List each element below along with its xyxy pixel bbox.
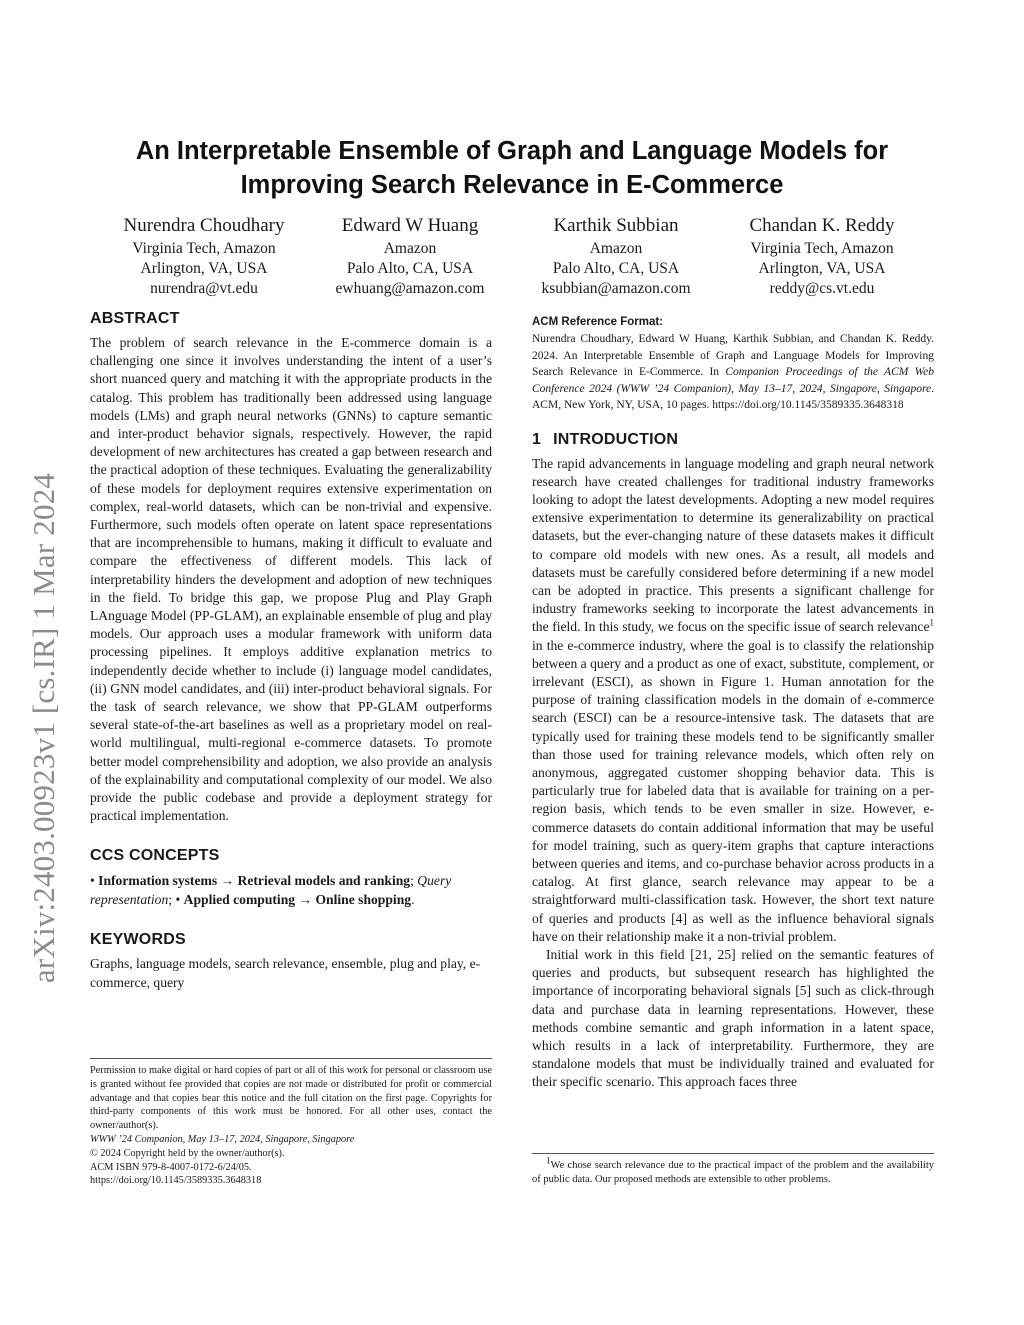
author-3: [506, 213, 726, 299]
author-email[interactable]: reddy@cs.vt.edu: [769, 280, 875, 297]
ccs-separator: ;: [410, 873, 414, 889]
ccs-concepts: [90, 871, 492, 909]
ccs-bullet: •: [175, 892, 181, 908]
acm-ref-venue: Companion Proceedings of the ACM Web Conference 2024 (WWW ’24 Companion), May 13–17, 2024, Singapore, Singapore: [532, 366, 934, 395]
ccs-concept-1c: Query representation: [90, 873, 452, 908]
ccs-concept-2b: Online shopping: [315, 892, 412, 908]
author-name: Chandan K. Reddy: [749, 215, 895, 236]
ccs-bullet: •: [90, 873, 95, 889]
keywords-text: Graphs, language models, search relevance, ensemble, plug and play, e-commerce, query: [90, 956, 481, 990]
intro-paragraph-2: Initial work in this field [21, 25] relied on the semantic features of queries and products, but subsequent research has highlighted the importance of incorporating behavioral signals [5] such as click-through data and purchase data in learning representations. However, these methods combine semantic and graph information in a latent space, which results in a lack of interpretability. Furthermore, they are standalone models that must be individually trained and evaluated for their specific scenario. This approach faces three: [532, 946, 934, 1090]
author-1: [94, 213, 314, 299]
ccs-concept-1b: Retrieval models and ranking: [237, 873, 411, 889]
right-column: [532, 316, 934, 1092]
acm-ref-part1: Nurendra Choudhary, Edward W Huang, Karthik Subbian, and Chandan K. Reddy. 2024. An Interpretable Ensemble of Graph and Language Models for Improving Search Relevance in E-Commerce. In: [532, 333, 934, 378]
ccs-concept-2: Applied computing: [183, 892, 296, 908]
arxiv-stamp-text: arXiv:2403.00923v1 [cs.IR] 1 Mar 2024: [26, 472, 61, 984]
ccs-concept-1: Information systems: [98, 873, 218, 889]
author-name: Karthik Subbian: [553, 215, 679, 236]
intro-title: INTRODUCTION: [553, 430, 679, 448]
author-email[interactable]: ewhuang@amazon.com: [335, 280, 485, 297]
author-affiliation: Virginia Tech, Amazon: [132, 240, 276, 257]
ccs-arrow: →: [298, 892, 313, 908]
ccs-arrow: →: [220, 873, 235, 889]
left-column: [90, 310, 492, 992]
author-affiliation: Amazon: [383, 240, 437, 257]
ccs-end: .: [411, 892, 415, 908]
acm-ref-text: [532, 331, 934, 414]
author-name: Nurendra Choudhary: [123, 215, 285, 236]
copyright-line: © 2024 Copyright held by the owner/author(s).: [90, 1147, 285, 1159]
author-email[interactable]: ksubbian@amazon.com: [541, 280, 691, 297]
intro-heading: [532, 431, 934, 449]
ccs-separator: ;: [168, 892, 173, 908]
footnote: [532, 1153, 934, 1187]
isbn-line: ACM ISBN 979-8-4007-0172-6/24/05.: [90, 1161, 252, 1173]
footnote-text: We chose search relevance due to the practical impact of the problem and the availability of public data. Our proposed methods are extensible to other problems.: [532, 1160, 934, 1185]
acm-ref-heading: ACM Reference Format:: [532, 316, 663, 328]
venue-line: WWW ’24 Companion, May 13–17, 2024, Singapore, Singapore: [90, 1133, 355, 1145]
author-location: Arlington, VA, USA: [140, 260, 268, 277]
keywords-heading: KEYWORDS: [90, 931, 186, 949]
intro-p1-part-b: in the e-commerce industry, where the goal is to classify the relationship between a query and a product as one of exact, substitute, complement, or irrelevant (ESCI), as shown in Figure 1. Human annotation for the purpose of training classification models in the domain of e-commerce search (ESCI) can be a resource-intensive task. The datasets that are typically used for training these models tend to be significantly smaller than those used for training relevance models, which often rely on anonymous, aggregated customer shopping behavior data. This is particularly true for labeled data that is available for training on a per-region basis, which tends to be even smaller in size. However, e-commerce datasets do contain additional information that may be useful for model training, such as query-item graphs that capture interactions between queries and items, and co-purchase behavior across products in a catalog. At first glance, search relevance may appear to be a straightforward multi-classification task. However, the short text nature of queries and products [4] as well as the influence behavioral signals have on their relationship make it a non-trivial problem.: [532, 637, 935, 944]
acm-ref-part2: . ACM, New York, NY, USA, 10 pages. https://doi.org/10.1145/3589335.3648318: [532, 382, 934, 411]
footnote-mark: 1: [546, 1155, 551, 1166]
author-2: [300, 213, 520, 299]
ccs-heading: CCS CONCEPTS: [90, 847, 220, 865]
paper-title: An Interpretable Ensemble of Graph and Language Models for Improving Search Relevance in E-Commerce: [135, 137, 889, 199]
footnote-ref[interactable]: 1: [929, 617, 934, 628]
intro-number: 1: [532, 430, 542, 448]
abstract-heading: ABSTRACT: [90, 310, 180, 327]
author-location: Arlington, VA, USA: [758, 260, 886, 277]
author-location: Palo Alto, CA, USA: [346, 260, 474, 277]
author-email[interactable]: nurendra@vt.edu: [150, 280, 258, 297]
intro-p1-part-a: The rapid advancements in language modeling and graph neural network research have created challenges for traditional industry frameworks looking to adopt the latest developments. Adopting a new model requires extensive experimentation to determine its generalizability on practical datasets, but the ever-changing nature of these datasets makes it difficult to compare old models with new ones. As a result, all models and datasets must be carefully considered before determining if a new model can be adopted in practice. This presents a significant challenge for industry frameworks seeking to incorporate the latest advancements in the field. In this study, we focus on the specific issue of search relevance: [532, 455, 934, 635]
author-name: Edward W Huang: [341, 215, 479, 236]
permission-block: [90, 1058, 492, 1188]
author-location: Palo Alto, CA, USA: [552, 260, 680, 277]
abstract-text: The problem of search relevance in the E-commerce domain is a challenging one since it involves understanding the intent of a user’s short nuanced query and matching it with the appropriate products in the catalog. This problem has traditionally been addressed using language models (LMs) and graph neural networks (GNNs) to capture semantic and inter-product behavior signals, respectively. However, the rapid development of new architectures has created a gap between research and the practical adoption of these techniques. Evaluating the generalizability of these models for deployment requires extensive experimentation on complex, real-world datasets, which can be non-trivial and expensive. Furthermore, such models often operate on latent space representations that are incomprehensible to humans, making it difficult to evaluate and compare the effectiveness of different models. This lack of interpretability hinders the development and adoption of new techniques in the field. To bridge this gap, we propose Plug and Play Graph LAnguage Model (PP-GLAM), an explainable ensemble of plug and play models. Our approach uses a modular framework with uniform data processing pipelines. It employs additive explanation metrics to independently decide whether to include (i) language model candidates, (ii) GNN model candidates, and (iii) inter-product behavioral signals. For the task of search relevance, we show that PP-GLAM outperforms several state-of-the-art baselines as well as a proprietary model on real-world multilingual, multi-regional e-commerce datasets. To promote better model comprehensibility and adoption, we also provide an analysis of the explainability and computational complexity of our model. We also provide the public codebase and provide a deployment strategy for practical implementation.: [90, 335, 492, 824]
intro-paragraph-1: [532, 455, 934, 946]
author-affiliation: Amazon: [589, 240, 643, 257]
doi-link[interactable]: https://doi.org/10.1145/3589335.3648318: [90, 1175, 262, 1187]
author-4: [712, 213, 932, 299]
author-affiliation: Virginia Tech, Amazon: [750, 240, 894, 257]
permission-text: Permission to make digital or hard copies of part or all of this work for personal or classroom use is granted without fee provided that copies are not made or distributed for profit or commercial advantage and that copies bear this notice and the full citation on the first page. Copyrights for third-party components of this work must be honored. For all other uses, contact the owner/author(s).: [90, 1065, 492, 1132]
